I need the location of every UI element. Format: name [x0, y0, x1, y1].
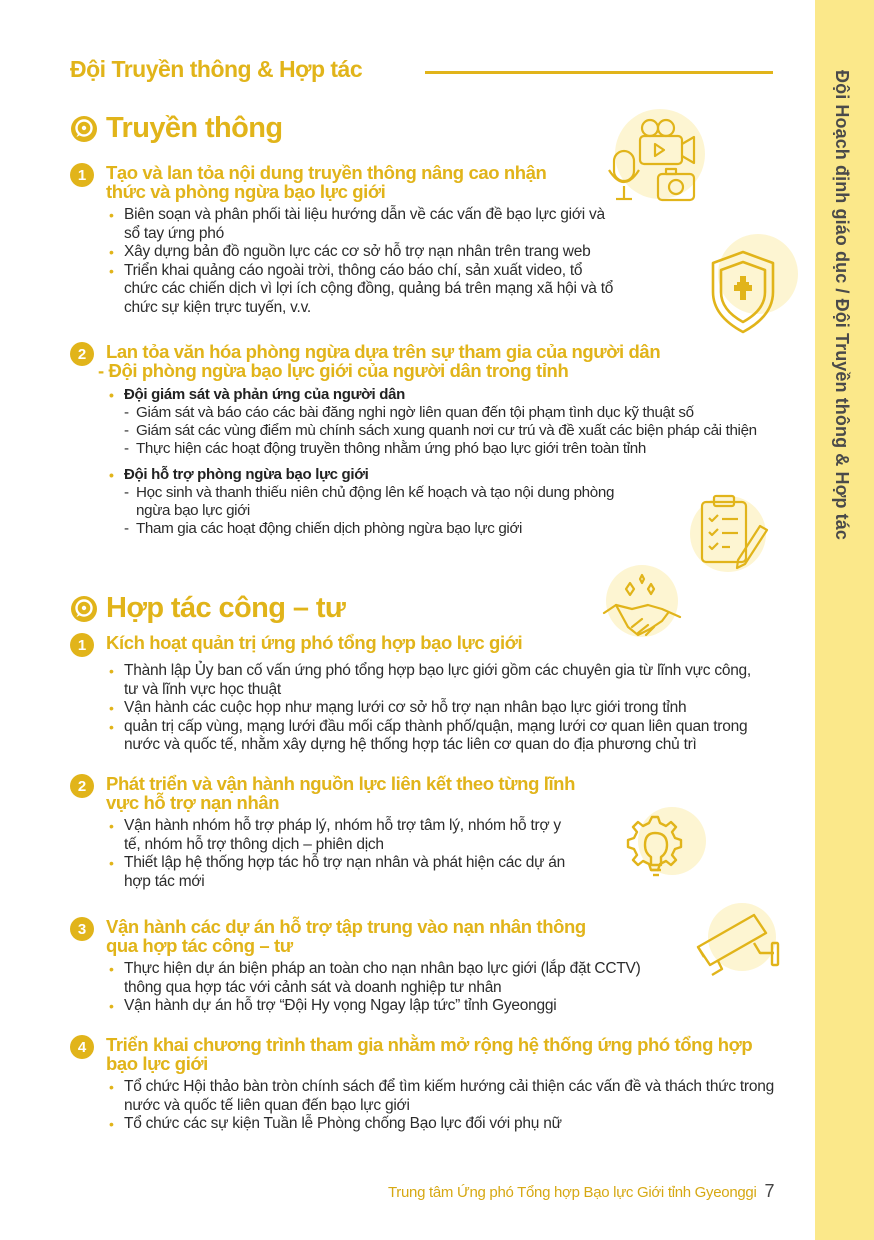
item-title: Phát triển và vận hành nguồn lực liên kết theo từng lĩnh vực hỗ trợ nạn nhân	[106, 773, 575, 813]
list-item	[70, 917, 790, 1016]
page-header	[70, 56, 775, 86]
bullet-text: • Tổ chức các sự kiện Tuần lễ Phòng chống Bạo lực đối với phụ nữ	[108, 1115, 778, 1134]
cctv-camera-icon	[690, 903, 786, 989]
list-item	[70, 342, 790, 538]
section-title: Truyền thông	[106, 112, 283, 144]
item-title: Vận hành các dự án hỗ trợ tập trung vào nạn nhân thông qua hợp tác công – tư	[106, 916, 586, 956]
side-tab	[815, 0, 874, 1240]
dash-item: - Học sinh và thanh thiếu niên chủ động lên kế hoạch và tạo nội dung phòng ngừa bạo lực giới	[124, 484, 628, 520]
sub-group-title: • Đội hỗ trợ phòng ngừa bạo lực giới	[108, 466, 628, 484]
header-rule	[425, 71, 773, 74]
side-tab-label: Đội Hoạch định giáo dục / Đội Truyền thông & Hợp tác	[832, 70, 852, 541]
section-heading-truyen-thong	[70, 112, 282, 145]
bullet-text: • Thành lập Ủy ban cố vấn ứng phó tổng hợp bạo lực giới gồm các chuyên gia từ lĩnh vực công, tư và lĩnh vực học thuật	[108, 662, 758, 699]
sub-group-title: • Đội giám sát và phản ứng của người dân	[108, 386, 768, 404]
item-subtitle: - Đội phòng ngừa bạo lực giới của người dân trong tỉnh	[98, 360, 569, 381]
camera-microphone-icon	[600, 106, 705, 206]
section-heading-hop-tac	[70, 592, 345, 625]
sub-group	[108, 386, 768, 458]
handshake-icon	[596, 565, 688, 647]
item-title: Kích hoạt quản trị ứng phó tổng hợp bạo lực giới	[106, 632, 523, 653]
page-number: 7	[764, 1181, 775, 1201]
sub-group	[108, 466, 628, 538]
bullet-text: • Tổ chức Hội thảo bàn tròn chính sách để tìm kiếm hướng cải thiện các vấn đề và thách thức trong nước và quốc tế liên quan đến bạo lực giới	[108, 1078, 778, 1115]
number-badge: 1	[70, 633, 94, 657]
page-footer	[388, 1181, 775, 1202]
dash-item: - Giám sát các vùng điểm mù chính sách xung quanh nơi cư trú và đề xuất các biện pháp cải thiện	[124, 422, 768, 440]
bullet-text: • Triển khai quảng cáo ngoài trời, thông cáo báo chí, sản xuất video, tổ chức các chiến dịch vì lợi ích cộng đồng, quảng bá trên mạng xã hội và tổ chức sự kiện trực tuyến, v.v.	[108, 262, 618, 318]
item-title: Tạo và lan tỏa nội dung truyền thông nâng cao nhận thức và phòng ngừa bạo lực giới	[106, 162, 547, 202]
dash-item: - Giám sát và báo cáo các bài đăng nghi ngờ liên quan đến tội phạm tình dục kỹ thuật số	[124, 404, 768, 422]
clipboard-checklist-icon	[690, 490, 780, 580]
dash-item: - Thực hiện các hoạt động truyền thông nhằm ứng phó bạo lực giới trên toàn tỉnh	[124, 440, 768, 458]
bullet-text: • Vận hành dự án hỗ trợ “Đội Hy vọng Ngay lập tức” tỉnh Gyeonggi	[108, 997, 668, 1016]
bullet-text: • Vận hành nhóm hỗ trợ pháp lý, nhóm hỗ trợ tâm lý, nhóm hỗ trợ y tế, nhóm hỗ trợ thông dịch – phiên dịch	[108, 817, 578, 854]
bullet-text: • Thực hiện dự án biện pháp an toàn cho nạn nhân bạo lực giới (lắp đặt CCTV) thông qua hợp tác với cảnh sát và doanh nghiệp tư nhân	[108, 960, 668, 997]
list-item	[70, 633, 790, 755]
page-title: Đội Truyền thông & Hợp tác	[70, 56, 363, 82]
speech-bubble-icon	[70, 115, 98, 143]
bullet-text: • Thiết lập hệ thống hợp tác hỗ trợ nạn nhân và phát hiện các dự án hợp tác mới	[108, 854, 578, 891]
dash-item: - Tham gia các hoạt động chiến dịch phòng ngừa bạo lực giới	[124, 520, 628, 538]
item-title: Triển khai chương trình tham gia nhằm mở rộng hệ thống ứng phó tổng hợp bạo lực giới	[106, 1034, 753, 1074]
list-item	[70, 1035, 790, 1134]
item-title: Lan tỏa văn hóa phòng ngừa dựa trên sự tham gia của người dân	[106, 341, 661, 362]
lightbulb-gear-icon	[610, 803, 710, 903]
section-title: Hợp tác công – tư	[106, 592, 346, 624]
bullet-text: • Biên soạn và phân phối tài liệu hướng dẫn về các vấn đề bạo lực giới và sổ tay ứng phó	[108, 206, 618, 243]
number-badge: 3	[70, 917, 94, 941]
number-badge: 2	[70, 342, 94, 366]
number-badge: 1	[70, 163, 94, 187]
number-badge: 2	[70, 774, 94, 798]
bullet-text: • quản trị cấp vùng, mạng lưới đầu mối cấp thành phố/quận, mạng lưới cơ quan liên quan trong nước và quốc tế, nhằm xây dựng hệ thống hợp tác liên cơ quan do địa phương chủ trì	[108, 718, 758, 755]
bullet-text: • Vận hành các cuộc họp như mạng lưới cơ sở hỗ trợ nạn nhân bạo lực giới trong tỉnh	[108, 699, 758, 718]
number-badge: 4	[70, 1035, 94, 1059]
footer-text: Trung tâm Ứng phó Tổng hợp Bạo lực Giới tỉnh Gyeonggi	[388, 1184, 757, 1201]
speech-bubble-icon	[70, 595, 98, 623]
shield-plus-icon	[700, 232, 800, 344]
bullet-text: • Xây dựng bản đồ nguồn lực các cơ sở hỗ trợ nạn nhân trên trang web	[108, 243, 618, 262]
